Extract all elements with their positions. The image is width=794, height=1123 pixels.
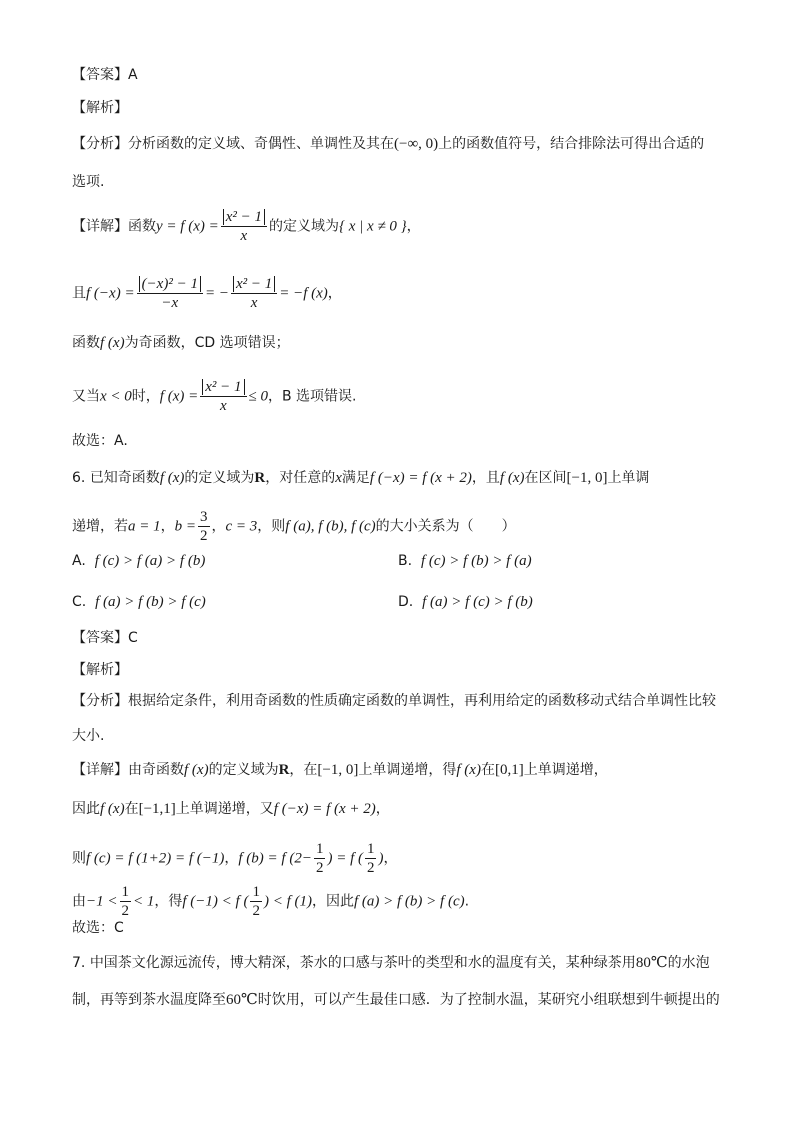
q6-detail-line2: 因此f (x)在[−1,1]上单调递增，又f (−x) = f (x + 2)， [72,801,390,817]
fenxi-label: 【分析】 [72,693,128,709]
fraction: $\frac{\text{(−x)² − 1}}{-x}$ [137,275,203,312]
question-number: 6. [72,470,86,486]
q6-fenxi-line2: 大小. [72,728,105,744]
q6-choice: 故选：C [72,920,124,936]
q5-answer: 【答案】A [72,67,138,83]
q5-detail-line3: 函数f (x)为奇函数，CD 选项错误； [72,335,290,351]
q6-stem-line1: 6. 已知奇函数f (x)的定义域为R，对任意的x满足f (−x) = f (x + 2)，且f (x)在区间[−1, 0]上单调 [72,470,650,486]
option-b[interactable]: B. f (c) > f (b) > f (a) [398,553,532,569]
q6-stem-line2: 递增，若a = 1，b = $\frac{3}{2}$ ，c = 3，则f (a), f (b), f (c)的大小关系为（ ） [72,509,516,544]
q7-stem-line1: 7. 中国茶文化源远流传，博大精深，茶水的口感与茶叶的类型和水的温度有关，某种绿茶用80℃的水泡 [72,955,710,971]
q5-analysis-label: 【解析】 [72,100,128,116]
option-a[interactable]: A. f (c) > f (a) > f (b) [72,553,206,569]
q5-fenxi-line1: 【分析】分析函数的定义域、奇偶性、单调性及其在(−∞, 0)上的函数值符号，结合排除法可得出合适的 [72,136,705,152]
q6-detail-line3: 则f (c) = f (1+2) = f (−1)，f (b) = f (2− $\frac{1}{2}$ ) = f ( $\frac{1}{2}$ )， [72,841,398,876]
option-d[interactable]: D. f (a) > f (c) > f (b) [398,594,533,610]
fraction: $\frac{1}{2}$ [252,884,260,919]
q5-detail-line1: 【详解】函数y = f (x) = $\frac{\text{x² − 1}}{x}$ 的定义域为{ x | x ≠ 0 }， [72,209,421,244]
xiangjie-label: 【详解】 [72,762,128,778]
fraction: $\frac{\text{x² − 1}}{x}$ [200,378,246,415]
fenxi-label: 【分析】 [72,136,128,152]
q6-fenxi-line1: 【分析】根据给定条件，利用奇函数的性质确定函数的单调性，再利用给定的函数移动式结合单调性比较 [72,693,716,709]
q6-detail-line1: 【详解】由奇函数f (x)的定义域为R，在[−1, 0]上单调递增，得f (x)在[0,1]上单调递增， [72,762,608,778]
option-c[interactable]: C. f (a) > f (b) > f (c) [72,594,206,610]
q6-analysis-label: 【解析】 [72,662,128,678]
interval: (−∞, 0) [394,136,439,152]
xiangjie-label: 【详解】 [72,218,128,235]
q6-detail-line4: 由−1 < $\frac{1}{2}$ < 1，得f (−1) < f ( $\frac{1}{2}$ ) < f (1)，因此f (a) > f (b) > f (c). [72,884,470,919]
q7-stem-line2: 制，再等到茶水温度降至60℃时饮用，可以产生最佳口感．为了控制水温，某研究小组联想到牛顿提出的 [72,992,720,1008]
q6-answer: 【答案】C [72,630,138,646]
question-number: 7. [72,955,86,971]
q5-fenxi-line2: 选项. [72,174,105,190]
q5-detail-line4: 又当x < 0时，f (x) = $\frac{\text{x² − 1}}{x}$ ≤ 0，B 选项错误. [72,379,357,414]
fraction: $\frac{1}{2}$ [315,841,324,876]
fraction: $\frac{\text{x² − 1}}{x}$ [221,208,267,245]
fraction: $\frac{1}{2}$ [366,841,375,876]
fraction: $\frac{3}{2}$ [200,509,208,544]
q5-detail-line2: 且f (−x) = $\frac{\text{(−x)² − 1}}{-x}$ = − $\frac{\text{x² − 1}}{x}$ = −f (x)， [72,276,342,311]
fraction: $\frac{1}{2}$ [121,884,129,919]
fraction: $\frac{\text{x² − 1}}{x}$ [231,275,277,312]
q5-choice: 故选：A. [72,433,128,449]
